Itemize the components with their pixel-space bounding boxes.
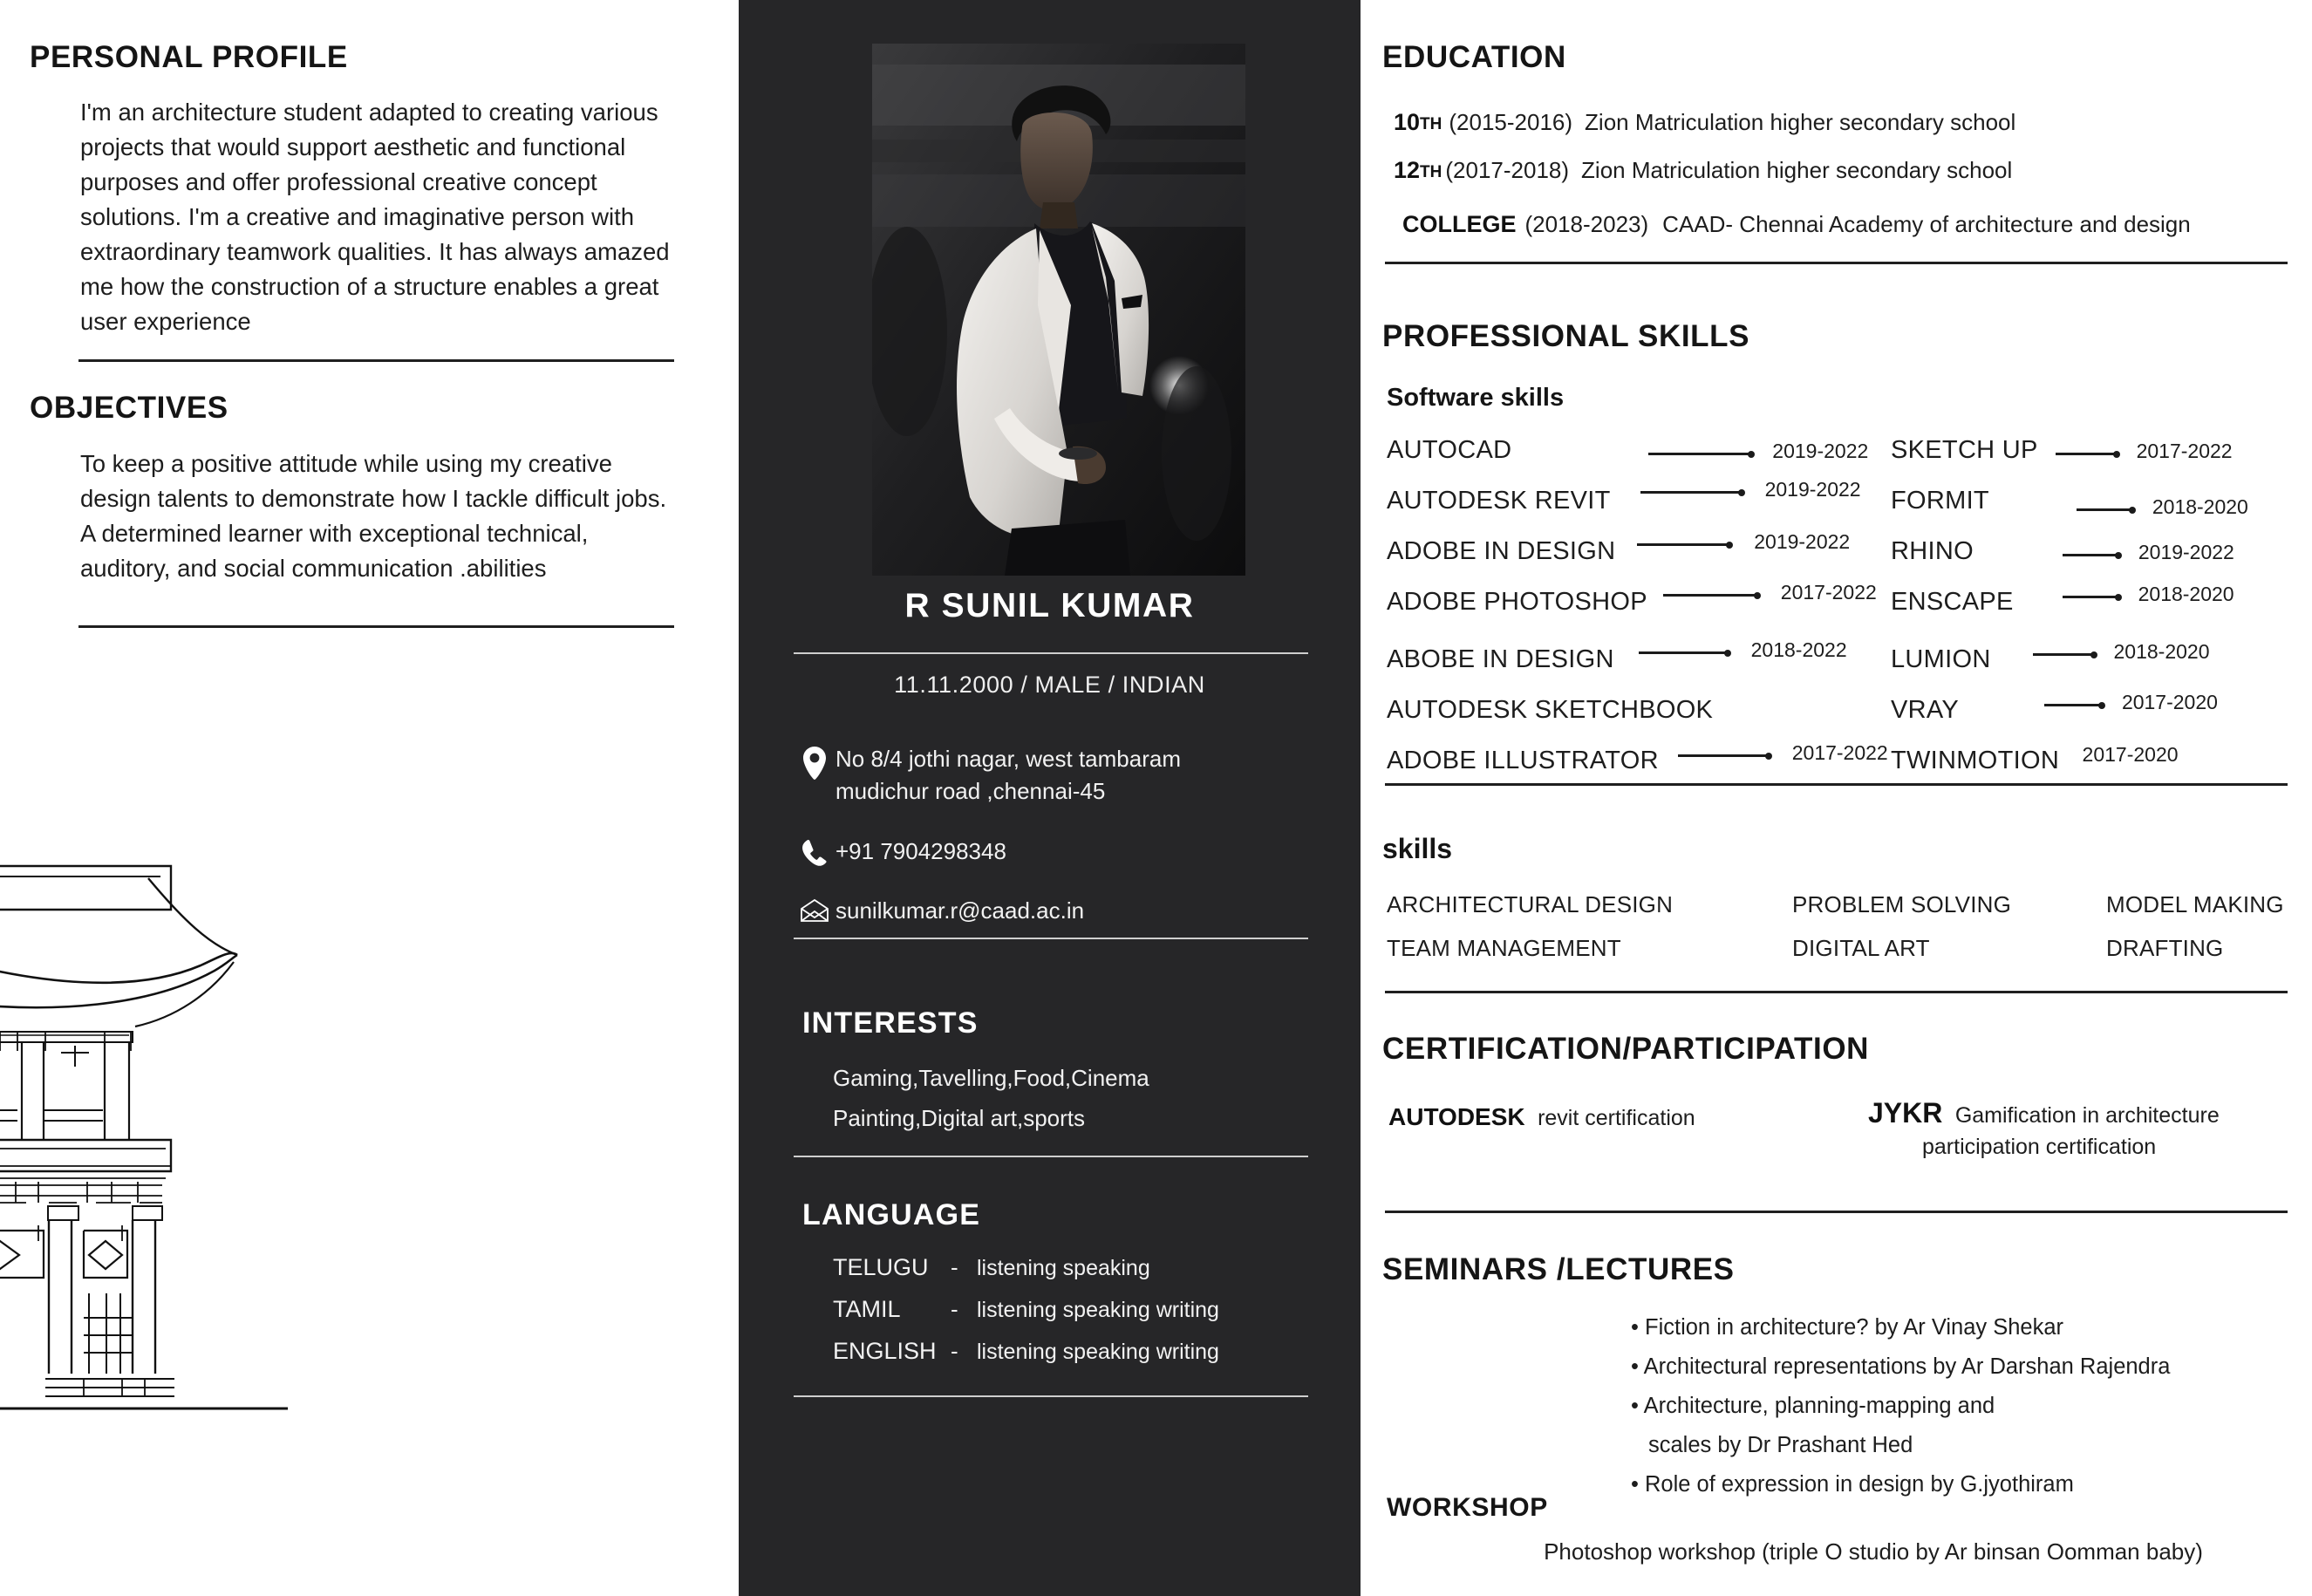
left-column xyxy=(0,0,739,1596)
seminars-list xyxy=(1631,1308,2170,1504)
arrow-icon xyxy=(2056,453,2118,455)
seminars-heading: SEMINARS /LECTURES xyxy=(1382,1252,1735,1286)
certification-item xyxy=(1868,1097,2287,1160)
language-dash: - xyxy=(951,1296,958,1322)
education-school: Zion Matriculation higher secondary school xyxy=(1585,109,2016,135)
software-skill-years: 2017-2022 xyxy=(2136,440,2233,462)
interests-heading: INTERESTS xyxy=(802,1006,979,1040)
certification-item xyxy=(1388,1103,1695,1131)
interests-list xyxy=(833,1058,1149,1138)
software-skill-name: RHINO xyxy=(1891,537,1974,565)
arrow-icon xyxy=(1648,453,1753,455)
professional-skills-heading: PROFESSIONAL SKILLS xyxy=(1382,319,1750,353)
email-text: sunilkumar.r@caad.ac.in xyxy=(835,897,1085,924)
software-skill-years: 2019-2022 xyxy=(1764,478,1861,501)
contact-phone[interactable] xyxy=(794,836,1006,868)
arrow-icon xyxy=(1637,543,1731,546)
arrow-icon xyxy=(1678,754,1770,757)
phone-text: +91 7904298348 xyxy=(835,838,1006,864)
workshop-heading: WORKSHOP xyxy=(1387,1493,1548,1522)
personal-profile-heading: PERSONAL PROFILE xyxy=(30,40,348,74)
seminar-item: • Fiction in architecture? by Ar Vinay Shekar xyxy=(1631,1315,2064,1340)
language-dash: - xyxy=(951,1338,958,1364)
right-column xyxy=(1361,0,2312,1596)
education-level: 12 xyxy=(1394,157,1421,183)
education-years: (2017-2018) xyxy=(1445,157,1570,183)
skill-tag: MODEL MAKING xyxy=(2106,891,2284,917)
software-skill-row xyxy=(1891,583,2234,617)
arrow-icon xyxy=(1663,594,1759,597)
software-skill-years: 2018-2020 xyxy=(2138,583,2234,605)
software-skill-years: 2017-2022 xyxy=(1780,581,1877,604)
language-level: listening speaking writing xyxy=(977,1298,1219,1322)
divider-certification xyxy=(1385,1211,2288,1213)
contact-email[interactable] xyxy=(794,895,1084,927)
divider-objectives xyxy=(78,625,674,628)
language-row xyxy=(833,1296,1219,1338)
arrow-icon xyxy=(1640,491,1743,494)
certification-org: AUTODESK xyxy=(1388,1103,1525,1130)
software-skill-row xyxy=(1891,743,2179,775)
address-line-1: No 8/4 jothi nagar, west tambaram xyxy=(835,746,1181,772)
personal-profile-text: I'm an architecture student adapted to creating various projects that would support aesthetic and functional purposes and offer professional creative concept solutions. I'm a creative and imaginative person with extraordinary teamwork qualities. It has always amazed me how the construction of a structure enables a great user experience xyxy=(80,99,670,335)
certification-heading: CERTIFICATION/PARTICIPATION xyxy=(1382,1032,1870,1066)
software-skill-row xyxy=(1387,581,1877,617)
envelope-icon xyxy=(794,895,835,923)
divider-personal-profile xyxy=(78,359,674,362)
software-skill-years: 2017-2020 xyxy=(2121,691,2218,713)
software-skill-row xyxy=(1387,638,1847,674)
skill-tag: ARCHITECTURAL DESIGN xyxy=(1387,891,1674,917)
software-skill-years: 2017-2020 xyxy=(2082,743,2179,766)
language-name: ENGLISH xyxy=(833,1338,937,1364)
arrow-icon xyxy=(2063,596,2120,598)
profile-demographics: 11.11.2000 / MALE / INDIAN xyxy=(894,672,1205,698)
arrow-icon xyxy=(2033,653,2096,656)
address-line-2: mudichur road ,chennai-45 xyxy=(835,778,1106,804)
arrow-icon xyxy=(2063,554,2120,556)
divider-interests xyxy=(794,1156,1308,1157)
center-dark-panel xyxy=(739,0,1361,1596)
education-heading: EDUCATION xyxy=(1382,40,1566,74)
skill-tag: TEAM MANAGEMENT xyxy=(1387,935,1621,961)
language-row xyxy=(833,1254,1219,1296)
interests-line-2: Painting,Digital art,sports xyxy=(833,1105,1086,1131)
divider-skills xyxy=(1385,991,2288,993)
software-skill-years: 2017-2022 xyxy=(1791,741,1888,764)
certification-org: JYKR xyxy=(1868,1097,1943,1129)
pagoda-illustration-icon xyxy=(0,833,288,1426)
software-skill-name: ADOBE IN DESIGN xyxy=(1387,537,1616,565)
arrow-icon xyxy=(1639,651,1729,654)
divider-contact xyxy=(794,938,1308,939)
software-skill-row xyxy=(1387,478,1861,515)
contact-address[interactable] xyxy=(794,743,1181,808)
software-skill-years: 2019-2022 xyxy=(1772,440,1869,462)
profile-name: R SUNIL KUMAR xyxy=(904,587,1195,624)
software-skill-years: 2018-2020 xyxy=(2113,640,2210,663)
language-heading: LANGUAGE xyxy=(802,1198,981,1231)
profile-photo xyxy=(872,44,1245,576)
software-skill-years: 2019-2022 xyxy=(1754,530,1851,553)
certification-desc: Gamification in architecture xyxy=(1954,1103,2220,1128)
location-pin-icon xyxy=(794,743,835,781)
phone-icon xyxy=(794,836,835,867)
education-years: (2015-2016) xyxy=(1449,109,1573,135)
software-skill-years: 2018-2020 xyxy=(2152,495,2248,518)
software-skill-years: 2018-2022 xyxy=(1750,638,1847,661)
software-skill-name: TWINMOTION xyxy=(1891,747,2060,774)
software-skill-name: AUTOCAD xyxy=(1387,436,1512,464)
objectives-text: To keep a positive attitude while using my creative design talents to demonstrate how I tackle difficult jobs. A determined learner with exceptional technical, auditory, and social communication .abilities xyxy=(80,450,667,582)
language-level: listening speaking xyxy=(977,1256,1150,1280)
education-row xyxy=(1402,211,2191,238)
skills-subheading: skills xyxy=(1382,833,1453,864)
education-years: (2018-2023) xyxy=(1524,211,1649,237)
workshop-text: Photoshop workshop (triple O studio by Ar binsan Oomman baby) xyxy=(1544,1538,2203,1565)
software-skill-years: 2019-2022 xyxy=(2138,541,2234,563)
language-dash: - xyxy=(951,1254,958,1280)
software-skill-row xyxy=(1387,530,1851,566)
software-skill-name: ABOBE IN DESIGN xyxy=(1387,645,1614,673)
interests-line-1: Gaming,Tavelling,Food,Cinema xyxy=(833,1065,1149,1091)
software-skill-row xyxy=(1891,537,2234,566)
skill-tag: PROBLEM SOLVING xyxy=(1792,891,2012,917)
divider-software-skills xyxy=(1385,783,2288,786)
software-skills-subheading: Software skills xyxy=(1387,384,1565,412)
seminar-item-continued: scales by Dr Prashant Hed xyxy=(1648,1433,1913,1457)
language-row xyxy=(833,1338,1219,1380)
software-skill-name: ADOBE PHOTOSHOP xyxy=(1387,588,1647,616)
software-skill-row xyxy=(1891,691,2218,725)
software-skill-name: VRAY xyxy=(1891,696,1960,724)
software-skill-name: SKETCH UP xyxy=(1891,436,2038,464)
education-row xyxy=(1394,157,2012,184)
language-level: listening speaking writing xyxy=(977,1340,1219,1364)
software-skill-row xyxy=(1891,487,2248,518)
skill-tag: DRAFTING xyxy=(2106,935,2224,961)
software-skill-row xyxy=(1387,436,1868,465)
education-level: COLLEGE xyxy=(1402,211,1517,237)
software-skill-name: AUTODESK REVIT xyxy=(1387,487,1611,515)
arrow-icon xyxy=(2077,508,2134,511)
software-skill-row xyxy=(1891,640,2210,674)
language-name: TELUGU xyxy=(833,1254,929,1280)
address-text xyxy=(835,743,1181,808)
arrow-icon xyxy=(2044,704,2104,706)
software-skill-row xyxy=(1387,741,1888,775)
education-level: 10 xyxy=(1394,109,1421,135)
software-skill-row xyxy=(1891,436,2233,465)
education-school: Zion Matriculation higher secondary school xyxy=(1581,157,2013,183)
language-name: TAMIL xyxy=(833,1296,901,1322)
software-skill-name: LUMION xyxy=(1891,645,1991,673)
seminar-item: • Architectural representations by Ar Darshan Rajendra xyxy=(1631,1354,2171,1379)
divider-language xyxy=(794,1395,1308,1397)
seminar-item: • Architecture, planning-mapping and xyxy=(1631,1394,1995,1418)
divider-name xyxy=(794,652,1308,654)
software-skill-name: FORMIT xyxy=(1891,487,1989,515)
divider-education xyxy=(1385,262,2288,264)
software-skill-name: ENSCAPE xyxy=(1891,588,2014,616)
certification-desc: revit certification xyxy=(1538,1106,1695,1130)
software-skill-name: ADOBE ILLUSTRATOR xyxy=(1387,747,1659,774)
skill-tag: DIGITAL ART xyxy=(1792,935,1930,961)
education-level-suffix: TH xyxy=(1420,163,1442,181)
language-list xyxy=(833,1254,1219,1380)
education-school: CAAD- Chennai Academy of architecture and design xyxy=(1662,211,2191,237)
software-skill-name: AUTODESK SKETCHBOOK xyxy=(1387,696,1714,724)
objectives-heading: OBJECTIVES xyxy=(30,391,228,425)
education-row xyxy=(1394,109,2015,136)
certification-desc-line-2: participation certification xyxy=(1922,1135,2157,1159)
education-level-suffix: TH xyxy=(1420,115,1442,133)
seminar-item: • Role of expression in design by G.jyothiram xyxy=(1631,1472,2074,1497)
software-skill-row xyxy=(1387,696,1730,725)
